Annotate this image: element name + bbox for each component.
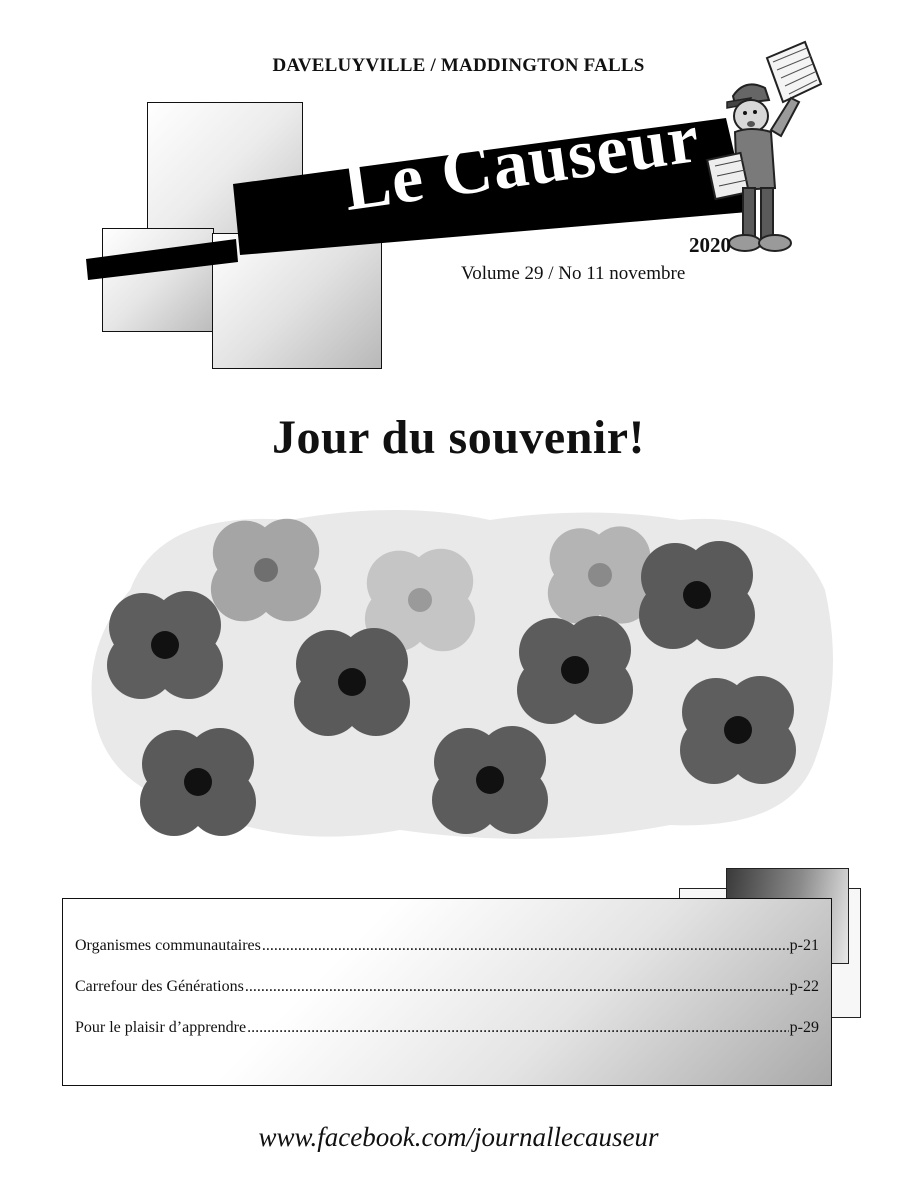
headline: Jour du souvenir! — [271, 411, 646, 464]
masthead-title: Le Causeur — [339, 99, 705, 227]
facebook-link[interactable]: www.facebook.com/journallecauseur — [258, 1122, 659, 1152]
newsboy-mascot-icon — [705, 38, 825, 263]
toc-item[interactable] — [75, 1018, 819, 1038]
toc-leader — [247, 1018, 789, 1038]
toc-leader — [262, 936, 789, 956]
issue-volume: Volume 29 / No 11 novembre — [461, 263, 686, 284]
table-of-contents — [62, 898, 832, 1086]
toc-item-label: Organismes communautaires — [75, 937, 261, 954]
banner-stripe — [86, 239, 238, 280]
toc-item-page: p-21 — [789, 937, 819, 954]
issue-year: 2020 — [689, 233, 731, 257]
toc-item[interactable] — [75, 977, 819, 997]
toc-item[interactable] — [75, 936, 819, 956]
toc-item-page: p-22 — [789, 978, 819, 995]
town-names: DAVELUYVILLE / MADDINGTON FALLS — [272, 55, 645, 76]
toc-item-label: Pour le plaisir d’apprendre — [75, 1019, 247, 1036]
toc-item-page: p-29 — [789, 1019, 819, 1036]
toc-leader — [245, 977, 789, 997]
toc-item-label: Carrefour des Générations — [75, 978, 244, 995]
